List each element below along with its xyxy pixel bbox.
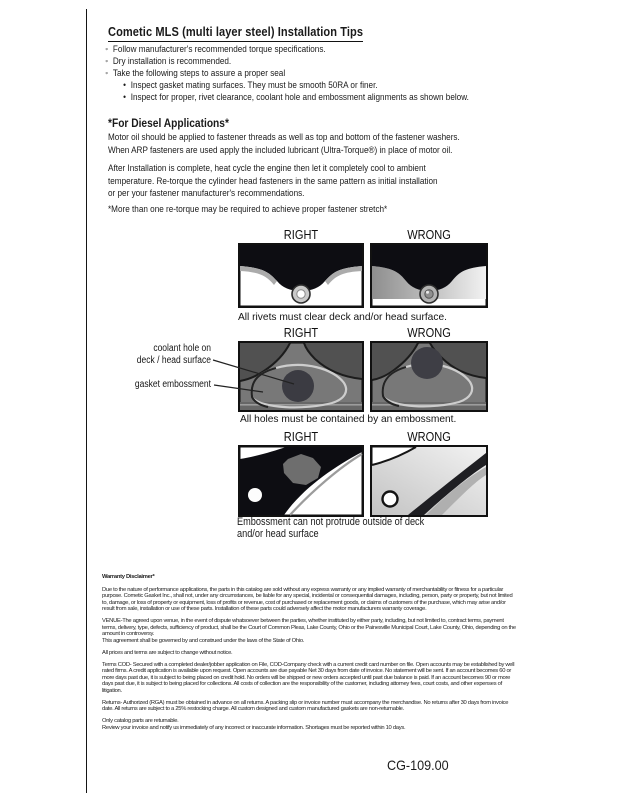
- list-item: • Inspect for proper, rivet clearance, coolant hole and embossment alignments as shown below.: [123, 91, 469, 103]
- wrong-label: WRONG: [407, 429, 451, 444]
- venue-paragraph: VENUE-The agreed upon venue, in the event of dispute whatsoever between the parties, whether instituted by either party, including, but not limited to, contract terms, payment terms, delivery, type, defects, sufficiency of product, shall be the Court of Common Pleas, Lake County, Ohio or the Painesville Municipal Court, Lake County, Ohio, depending on the amount in controversy.: [102, 618, 516, 637]
- rivet-right-image: [238, 243, 364, 308]
- terms-paragraph: Terms COD- Secured with a completed dealer/jobber application on File, COD-Company check with a current credit card number on file. Open accounts may be established by well rated firms. A credit application is available upon request. Open accounts are due payable Net 30 days from date of invoice. No statement will be sent. If an account becomes 60 or more days past due, it is subject to being placed on credit hold. No orders will be shipped or new orders accepted until past due balance is paid. If an account becomes 90 or more days past due, it is subject to being placed for collections. All costs of collection are the responsibility of the customer, including attorney fees, court costs, and other expenses of litigation.: [102, 661, 515, 694]
- retorque-note: *More than one re-torque may be required to achieve proper fastener stretch*: [108, 204, 388, 215]
- right-label: RIGHT: [283, 227, 319, 242]
- catalog-parts-line: Only catalog parts are returnable.: [102, 718, 179, 724]
- wrong-label: WRONG: [407, 325, 451, 340]
- coolant-hole-label: coolant hole on deck / head surface: [136, 343, 211, 366]
- list-item: ◦ Take the following steps to assure a proper seal: [105, 67, 286, 79]
- review-invoice-line: Review your invoice and notify us immediately of any incorrect or inaccurate information. Shortages must be reported within 10 days.: [102, 724, 406, 731]
- fine-print: [102, 574, 519, 731]
- coolant-right-image: [238, 341, 364, 412]
- embossment-wrong-image: [370, 445, 488, 517]
- list-item: ◦ Follow manufacturer's recommended torque specifications.: [105, 44, 326, 55]
- rivet-caption: All rivets must clear deck and/or head surface.: [238, 312, 447, 323]
- page-title: Cometic MLS (multi layer steel) Installation Tips: [108, 24, 363, 42]
- diesel-paragraph-1: Motor oil should be applied to fastener threads as well as top and bottom of the fastener washers. When ARP fasteners are used apply the included lubricant (Ultra-Torque®) in place of motor oil.: [108, 132, 460, 156]
- circle-bullet-icon: ◦: [105, 44, 109, 55]
- circle-bullet-icon: ◦: [105, 55, 109, 67]
- list-item: • Inspect gasket mating surfaces. They must be smooth 50RA or finer.: [123, 79, 378, 91]
- embossment-right-image: [238, 445, 364, 517]
- gasket-embossment-label: gasket embossment: [134, 379, 211, 390]
- dot-bullet-icon: •: [123, 79, 126, 91]
- warranty-disclaimer-heading: Warranty Disclaimer*: [102, 574, 155, 580]
- embossment-caption: Embossment can not protrude outside of deck and/or head surface: [237, 516, 425, 540]
- venue-ohio-line: This agreement shall be governed by and construed under the laws of the State of Ohio.: [102, 637, 305, 644]
- installation-tips-list: [101, 44, 561, 104]
- right-label: RIGHT: [283, 325, 319, 340]
- page-number: CG-109.00: [387, 757, 449, 773]
- circle-bullet-icon: ◦: [105, 67, 109, 79]
- prices-line: All prices and terms are subject to change without notice.: [102, 649, 233, 656]
- returns-paragraph: Returns- Authorized (RGA) must be obtained in advance on all returns. A packing slip or invoice number must accompany the merchandise. No returns after 30 days from invoice date. All returns are subject to a 25% restocking charge. All custom designed and custom manufactured gaskets are non-returnable.: [102, 699, 509, 712]
- page-edge-line: [86, 9, 87, 793]
- warranty-paragraph: Due to the nature of performance applications, the parts in this catalog are sold without any express warranty or any implied warranty of merchantability or fitness for a particular purpose. Cometic Gasket Inc., shall not, under any circumstances, be liable for any special, incidental or consequential damages, including, person, party or property, but not limited to, damage, or loss of property or equipment, loss of profits or revenue, cost of purchased or replacement goods, or claims of customers of the purchase, which may arise and/or result from sale, installation or use of these parts. Installation of these parts could adversely affect the motor manufacturers warranty coverage.: [102, 586, 513, 612]
- diesel-heading: *For Diesel Applications*: [108, 116, 229, 130]
- coolant-caption: All holes must be contained by an embossment.: [240, 414, 457, 425]
- diesel-paragraph-2: After Installation is complete, heat cycle the engine then let it completely cool to ambient temperature. Re-torque the cylinder head fasteners in the same pattern as initial installation or per your fastener manufacturer's recommendations.: [108, 163, 438, 200]
- list-item: ◦ Dry installation is recommended.: [105, 55, 232, 67]
- coolant-wrong-image: [370, 341, 488, 412]
- right-label: RIGHT: [283, 429, 319, 444]
- dot-bullet-icon: •: [123, 91, 126, 103]
- wrong-label: WRONG: [407, 227, 451, 242]
- rivet-wrong-image: [370, 243, 488, 308]
